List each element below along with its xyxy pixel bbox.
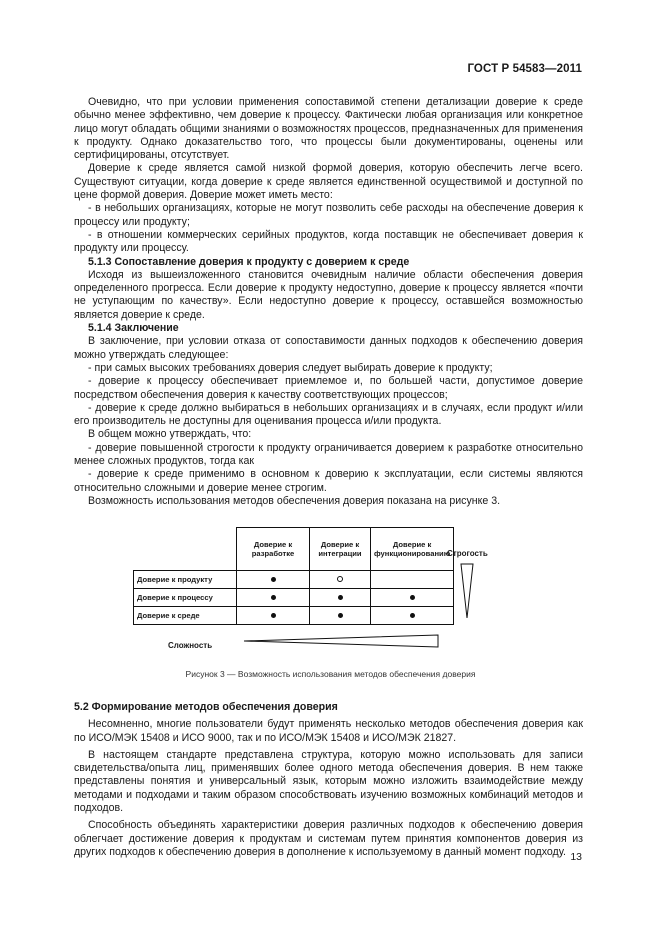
paragraph: В настоящем стандарте представлена структура, которую можно использовать для записи свидетельства/опыта лиц, применявших более одного метода обеспечения доверия. В нем также представлены понятия и универсальный язык, которым можно изложить взаимодействие между методами и подходами и таким образом способствовать изучению возможных комбинаций методов и подходов.: [74, 748, 583, 815]
filled-dot-icon: [271, 577, 276, 582]
row-label: Доверие к среде: [134, 607, 237, 625]
filled-dot-icon: [338, 595, 343, 600]
table-row: [134, 589, 454, 607]
paragraph: Очевидно, что при условии применения сопоставимой степени детализации доверие к среде обычно менее эффективно, чем доверие к процессу. Фактически любая организация или конкретное лицо могут обладать общими знаниями о возможностях процессов, предназначенных для применения к продукту. Однако доказательство того, что процессы были документированы, оценены или сертифицированы, отсутствует.: [74, 96, 583, 162]
strictness-label: Строгость: [447, 549, 488, 558]
complexity-wedge-icon: [243, 634, 439, 648]
header-blank-cell: [134, 528, 237, 571]
paragraph: - доверие повышенной строгости к продукту ограничивается доверием к разработке относительно менее сложных продуктов, тогда как: [74, 441, 583, 468]
section-heading-514: 5.1.4 Заключение: [88, 322, 179, 335]
table-cell: [237, 607, 310, 625]
table-cell: [371, 571, 454, 589]
paragraph: - доверие к среде должно выбираться в небольших организациях и в случаях, если продукт и/или его производитель не доступны для оценивания процесса и/или продукта.: [74, 401, 583, 428]
filled-dot-icon: [410, 613, 415, 618]
paragraph: - в отношении коммерческих серийных продуктов, когда поставщик не обеспечивает доверия к продукту или процессу.: [74, 228, 583, 255]
table-cell: [237, 589, 310, 607]
paragraph: В заключение, при условии отказа от сопоставимости данных подходов к обеспечению доверия можно утверждать следующее:: [74, 335, 583, 361]
document-id: ГОСТ Р 54583—2011: [467, 63, 582, 75]
paragraph: Доверие к среде является самой низкой формой доверия, которую обеспечить легче всего. Существуют ситуации, когда доверие к среде является единственной осуществимой и доступной по цене формой доверия. Доверие может иметь место:: [74, 162, 583, 202]
section-heading-513: 5.1.3 Сопоставление доверия к продукту с доверием к среде: [88, 255, 410, 268]
paragraph: Возможность использования методов обеспечения доверия показана на рисунке 3.: [88, 494, 501, 507]
table-row: [134, 571, 454, 589]
filled-dot-icon: [271, 595, 276, 600]
column-header: Доверие к разработке: [237, 528, 310, 571]
figure-3: [128, 527, 548, 657]
paragraph: - при самых высоких требованиях доверия следует выбирать доверие к продукту;: [88, 361, 493, 374]
filled-dot-icon: [338, 613, 343, 618]
table-cell: [237, 571, 310, 589]
assurance-methods-table: [133, 527, 454, 625]
section-52: [74, 701, 583, 863]
row-label: Доверие к продукту: [134, 571, 237, 589]
column-header: Доверие к функционированию: [371, 528, 454, 571]
figure-caption: Рисунок 3 — Возможность использования методов обеспечения доверия: [185, 669, 476, 679]
paragraph: Способность объединять характеристики доверия различных подходов к обеспечению доверия облегчает достижение доверия к продуктам и системам путем принятия компонентов доверия из других подходов к обеспечению доверия в дополнение к используемому в данный момент подходу.: [74, 819, 583, 858]
paragraph: В общем можно утверждать, что:: [88, 428, 252, 441]
strictness-arrow-icon: [460, 563, 474, 619]
paragraph: - в небольших организациях, которые не могут позволить себе расходы на обеспечение доверия к процессу или продукту;: [74, 202, 583, 228]
page-number: 13: [570, 851, 582, 863]
filled-dot-icon: [410, 595, 415, 600]
table-cell: [310, 571, 371, 589]
paragraph: Несомненно, многие пользователи будут применять несколько методов обеспечения доверия как по ИСО/МЭК 15408 и ИСО 9000, так и по ИСО/МЭК 15408 и ИСО/МЭК 21827.: [74, 718, 583, 744]
section-heading-52: 5.2 Формирование методов обеспечения доверия: [74, 701, 338, 713]
row-label: Доверие к процессу: [134, 589, 237, 607]
complexity-label: Сложность: [168, 641, 213, 650]
paragraph: Исходя из вышеизложенного становится очевидным наличие области обеспечения доверия определенного прогресса. Если доверие к продукту недоступно, доверие к процессу является «почти не уступающим по качеству». Если недоступно доверие к процессу, оставшейся возможностью является доверие к среде.: [74, 268, 583, 321]
table-row: [134, 607, 454, 625]
table-cell: [310, 607, 371, 625]
table-cell: [310, 589, 371, 607]
table-cell: [371, 607, 454, 625]
paragraph: - доверие к процессу обеспечивает приемлемое и, по большей части, допустимое доверие посредством обеспечения доверия к качеству соответствующих процессов;: [74, 375, 583, 401]
open-circle-icon: [337, 576, 343, 582]
table-header-row: [134, 528, 454, 571]
column-header: Доверие к интеграции: [310, 528, 371, 571]
paragraph: - доверие к среде применимо в основном к доверию к эксплуатации, если системы являются относительно сложными и доверие менее строгим.: [74, 468, 583, 494]
body-text-top: [74, 96, 583, 508]
filled-dot-icon: [271, 613, 276, 618]
table-cell: [371, 589, 454, 607]
